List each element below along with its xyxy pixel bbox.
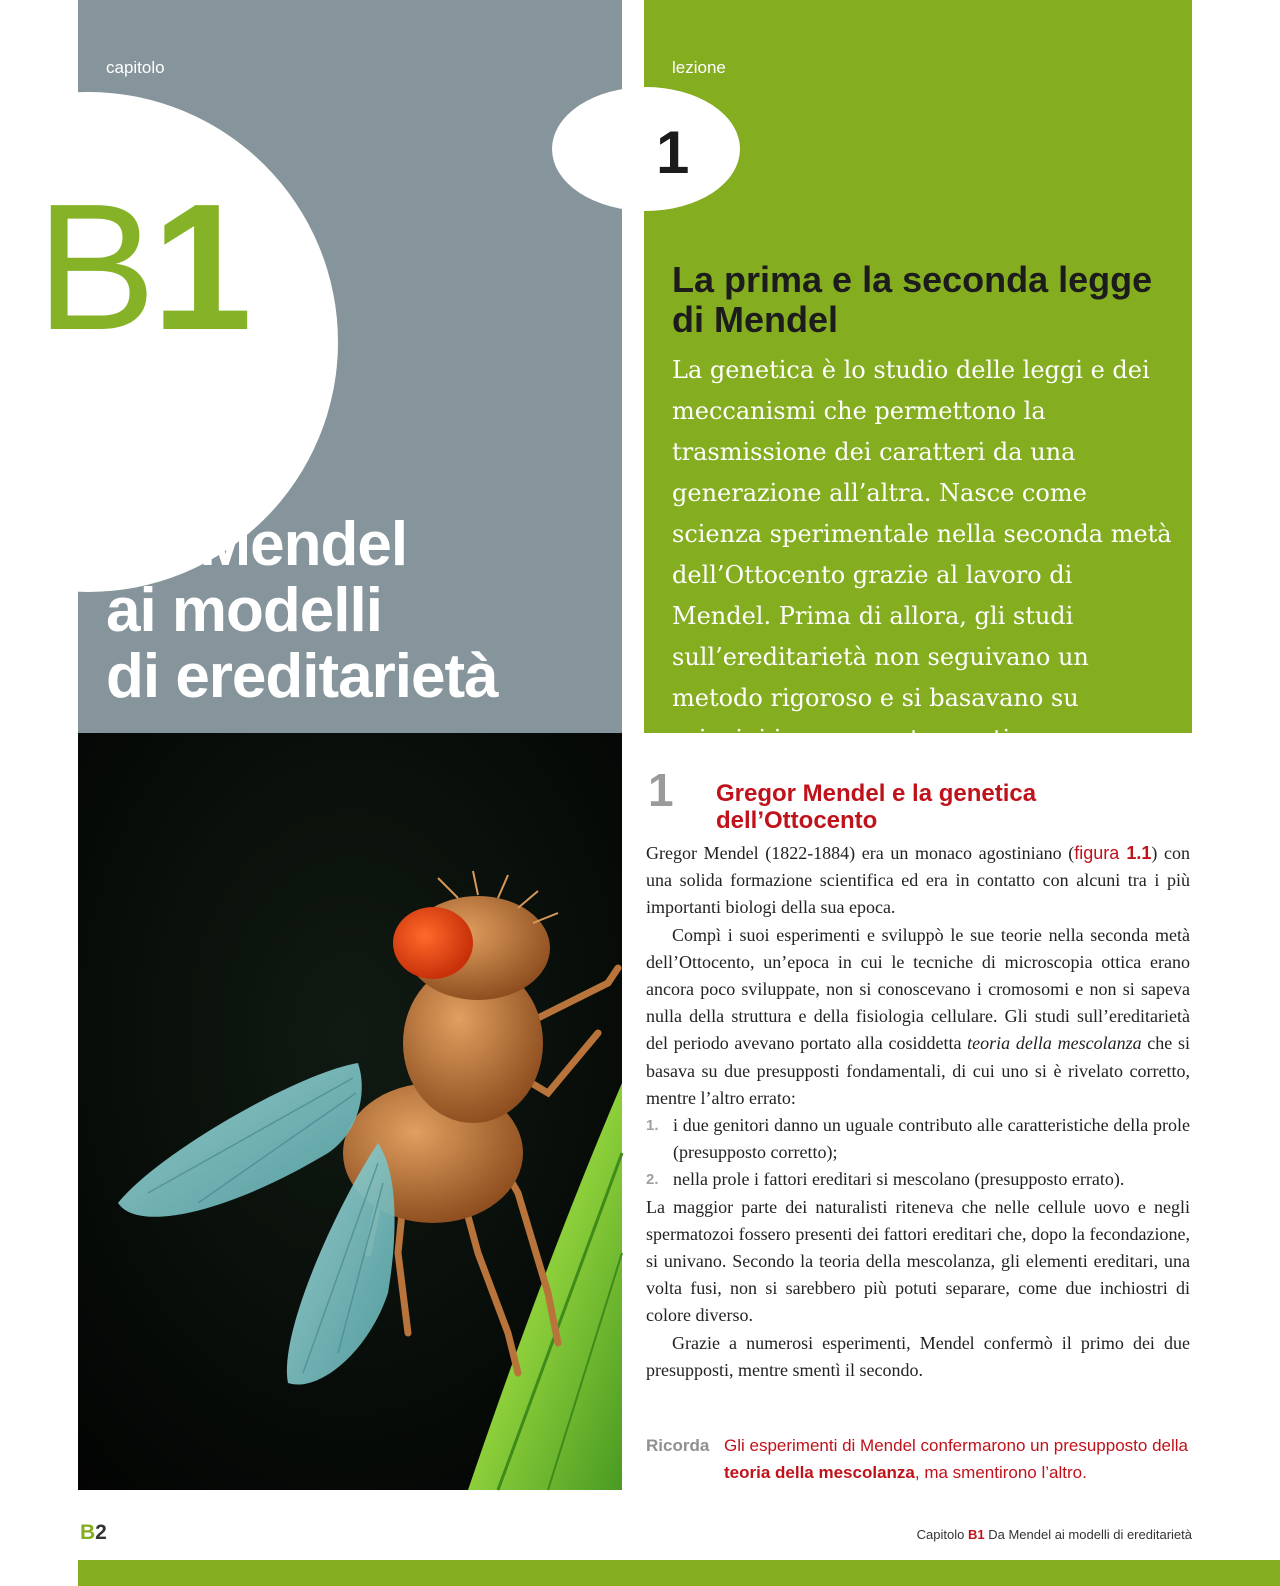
- figure-number: 1.1: [1126, 843, 1152, 863]
- lesson-label: lezione: [672, 58, 726, 77]
- ricorda-text-part: Gli esperimenti di Mendel confermarono un presupposto della: [724, 1436, 1188, 1455]
- paragraph: Grazie a numerosi esperimenti, Mendel confermò il primo dei due presupposti, mentre smentì il secondo.: [646, 1332, 1190, 1380]
- lesson-panel: [644, 0, 1192, 753]
- list-number: 2.: [646, 1171, 659, 1189]
- paragraph-text: che si basava su due presupposti fondamentali, di cui uno si è rivelato corretto, mentre l’altro errato:: [646, 1033, 1190, 1108]
- running-head-prefix: Capitolo: [916, 1527, 968, 1542]
- figure-word: figura: [1074, 843, 1127, 863]
- ricorda-text: [724, 1432, 1196, 1486]
- paragraph-text: Compì i suoi esperimenti e sviluppò le sue teorie nella seconda metà dell’Ottocento, un’epoca in cui le tecniche di microscopia ottica erano ancora poco sviluppate, non si conoscevano i cromosomi e non si sapeva nulla della struttura e della fisiologia cellulare. Gli studi sull’ereditarietà del periodo avevano portato alla cosiddetta: [646, 924, 1190, 1054]
- ricorda-box: [646, 1432, 1196, 1486]
- page-number: [80, 1521, 107, 1545]
- fly-eye: [393, 907, 473, 979]
- chapter-title-line: Da Mendel: [106, 510, 408, 579]
- running-head: [917, 1527, 1192, 1542]
- paragraph: La maggior parte dei naturalisti riteneva che nelle cellule uovo e negli spermatozoi fossero presenti dei fattori ereditari che, dopo la fecondazione, si univano. Secondo la teoria della mescolanza, gli elementi ereditari, una volta fusi, non si sarebbero più potuti separare, come due inchiostri di colore diverso.: [646, 1196, 1190, 1326]
- paragraph-text: ) con una solida formazione scientifica ed era in contatto con alcuni tra i più importanti biologi della sua epoca.: [646, 843, 1190, 918]
- ricorda-key-term: teoria della mescolanza: [724, 1463, 915, 1482]
- chapter-code-number: 1: [152, 167, 249, 368]
- list-text: nella prole i fattori ereditari si mescolano (presupposto errato).: [673, 1169, 1125, 1190]
- lesson-circle: [552, 87, 740, 211]
- chapter-label: capitolo: [106, 58, 165, 77]
- paragraph-text: Gregor Mendel (1822-1884) era un monaco agostiniano (: [646, 843, 1075, 863]
- running-head-code: B1: [967, 1527, 985, 1542]
- fruit-fly-photo: [78, 733, 622, 1490]
- figure-reference[interactable]: [1074, 843, 1151, 863]
- chapter-code: [36, 167, 249, 368]
- ricorda-label: Ricorda: [646, 1436, 710, 1455]
- lesson-number: 1: [656, 119, 690, 186]
- section-body: [646, 840, 1190, 1384]
- list-text: i due genitori danno un uguale contributo alle caratteristiche della prole (presupposto corretto);: [673, 1115, 1190, 1163]
- theory-term: teoria della mescolanza: [967, 1033, 1142, 1054]
- page-number-value: 2: [95, 1521, 107, 1544]
- chapter-code-letter: B: [36, 167, 153, 368]
- chapter-title: [106, 512, 498, 710]
- section-title: Gregor Mendel e la genetica dell’Ottocento: [716, 780, 1037, 834]
- list-number: 1.: [646, 1117, 659, 1135]
- page-number-prefix: B: [80, 1521, 96, 1544]
- lesson-intro: La genetica è lo studio delle leggi e dei meccanismi che permettono la trasmissione dei caratteri da una generazione all’altra. Nasce come scienza sperimentale nella seconda metà dell’Ottocento grazie al lavoro di Mendel. Prima di allora, gli studi sull’ereditarietà non seguivano un metodo rigoroso e si basavano su principi in gran parte errati.: [672, 356, 1172, 753]
- section-number: 1: [648, 764, 674, 816]
- bottom-bar: [78, 1560, 1280, 1586]
- lesson-title: La prima e la seconda legge di Mendel: [672, 259, 1153, 340]
- running-head-title: Da Mendel ai modelli di ereditarietà: [984, 1527, 1192, 1542]
- chapter-title-line: ai modelli: [106, 576, 382, 645]
- list-item: [646, 1112, 1190, 1166]
- chapter-panel: [36, 0, 622, 733]
- fruit-fly-illustration: [78, 733, 622, 1490]
- chapter-title-line: di ereditarietà: [106, 642, 498, 711]
- paragraph: [646, 922, 1190, 1112]
- paragraph: [646, 840, 1190, 922]
- list-item: [646, 1166, 1190, 1193]
- ricorda-text-part: , ma smentirono l’altro.: [914, 1463, 1087, 1482]
